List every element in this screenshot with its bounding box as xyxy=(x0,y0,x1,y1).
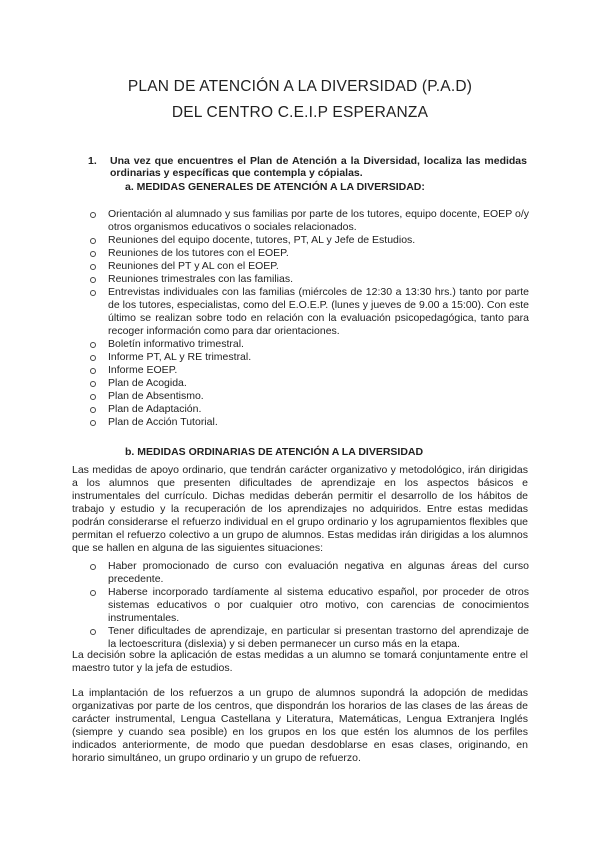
list-item: Boletín informativo trimestral. xyxy=(89,338,529,351)
section-b-intro: Las medidas de apoyo ordinario, que tendrán carácter organizativo y metodológico, irán dirigidas a los alumnos que presenten dificultades de aprendizaje en los aspectos básicos e instrumentales del currículo. Dichas medidas deberán permitir el desarrollo de los hábitos de trabajo y estudio y la recuperación de los aprendizajes no adquiridos. Entre estas medidas podrán considerarse el refuerzo individual en el grupo ordinario y los agrupamientos flexibles que permitan el refuerzo colectivo a un grupo de alumnos. Estas medidas irán dirigidas a los alumnos que se hallen en alguna de las siguientes situaciones: xyxy=(72,464,528,554)
list-item: Entrevistas individuales con las familias (miércoles de 12:30 a 13:30 hrs.) tanto por parte de los tutores, especialistas, como del E.O.E.P. (lunes y jueves de 9.00 a 15:00). Con este último se realizan sobre todo en relación con la evaluación psicopedagógica, tanto para recoger información como para dar orientaciones. xyxy=(89,286,529,338)
list-item: Reuniones del PT y AL con el EOEP. xyxy=(89,260,529,273)
list-item: Haber promocionado de curso con evaluación negativa en algunas áreas del curso precedente. xyxy=(89,560,529,586)
section-b-implantation: La implantación de los refuerzos a un grupo de alumnos supondrá la adopción de medidas organizativas por parte de los centros, que dispondrán los horarios de las clases de las áreas de carácter instrumental, Lengua Castellana y Literatura, Matemáticas, Lengua Extranjera Inglés (siempre y cuando sea posible) en los grupos en los que estén los alumnos de los perfiles indicados anteriormente, de modo que puedan desdoblarse en esas clases, originando, en horario simultáneo, un grupo ordinario y un grupo de refuerzo. xyxy=(72,687,528,764)
list-item: Reuniones de los tutores con el EOEP. xyxy=(89,247,529,260)
section-a-heading: a. MEDIDAS GENERALES DE ATENCIÓN A LA DIVERSIDAD: xyxy=(125,181,425,193)
question-1 xyxy=(90,156,527,179)
list-item: Orientación al alumnado y sus familias por parte de los tutores, equipo docente, EOEP o/y otros organismos educativos o sociales relacionados. xyxy=(89,208,529,234)
list-item: Reuniones del equipo docente, tutores, PT, AL y Jefe de Estudios. xyxy=(89,234,529,247)
list-item: Informe PT, AL y RE trimestral. xyxy=(89,351,529,364)
list-item: Plan de Acción Tutorial. xyxy=(89,416,529,429)
list-item: Plan de Acogida. xyxy=(89,377,529,390)
section-b-list xyxy=(89,560,529,651)
list-item: Haberse incorporado tardíamente al sistema educativo español, por proceder de otros sistemas educativos o por cualquier otro motivo, con carencias de conocimientos instrumentales. xyxy=(89,586,529,625)
list-item: Informe EOEP. xyxy=(89,364,529,377)
list-item: Reuniones trimestrales con las familias. xyxy=(89,273,529,286)
question-number: 1. xyxy=(88,155,97,167)
document-title-line-1: PLAN DE ATENCIÓN A LA DIVERSIDAD (P.A.D) xyxy=(127,78,473,95)
list-item: Plan de Adaptación. xyxy=(89,403,529,416)
section-b-heading: b. MEDIDAS ORDINARIAS DE ATENCIÓN A LA DIVERSIDAD xyxy=(125,446,424,458)
document-title-line-2: DEL CENTRO C.E.I.P ESPERANZA xyxy=(171,104,429,121)
question-text: Una vez que encuentres el Plan de Atención a la Diversidad, localiza las medidas ordinarias y específicas que contempla y cópialas. xyxy=(110,155,527,179)
section-b-decision: La decisión sobre la aplicación de estas medidas a un alumno se tomará conjuntamente entre el maestro tutor y la jefa de estudios. xyxy=(72,649,528,674)
section-a-list xyxy=(89,208,529,429)
list-item: Plan de Absentismo. xyxy=(89,390,529,403)
list-item: Tener dificultades de aprendizaje, en particular si presentan trastorno del aprendizaje de la lectoescritura (dislexia) y si deben permanecer un curso más en la etapa. xyxy=(89,625,529,651)
